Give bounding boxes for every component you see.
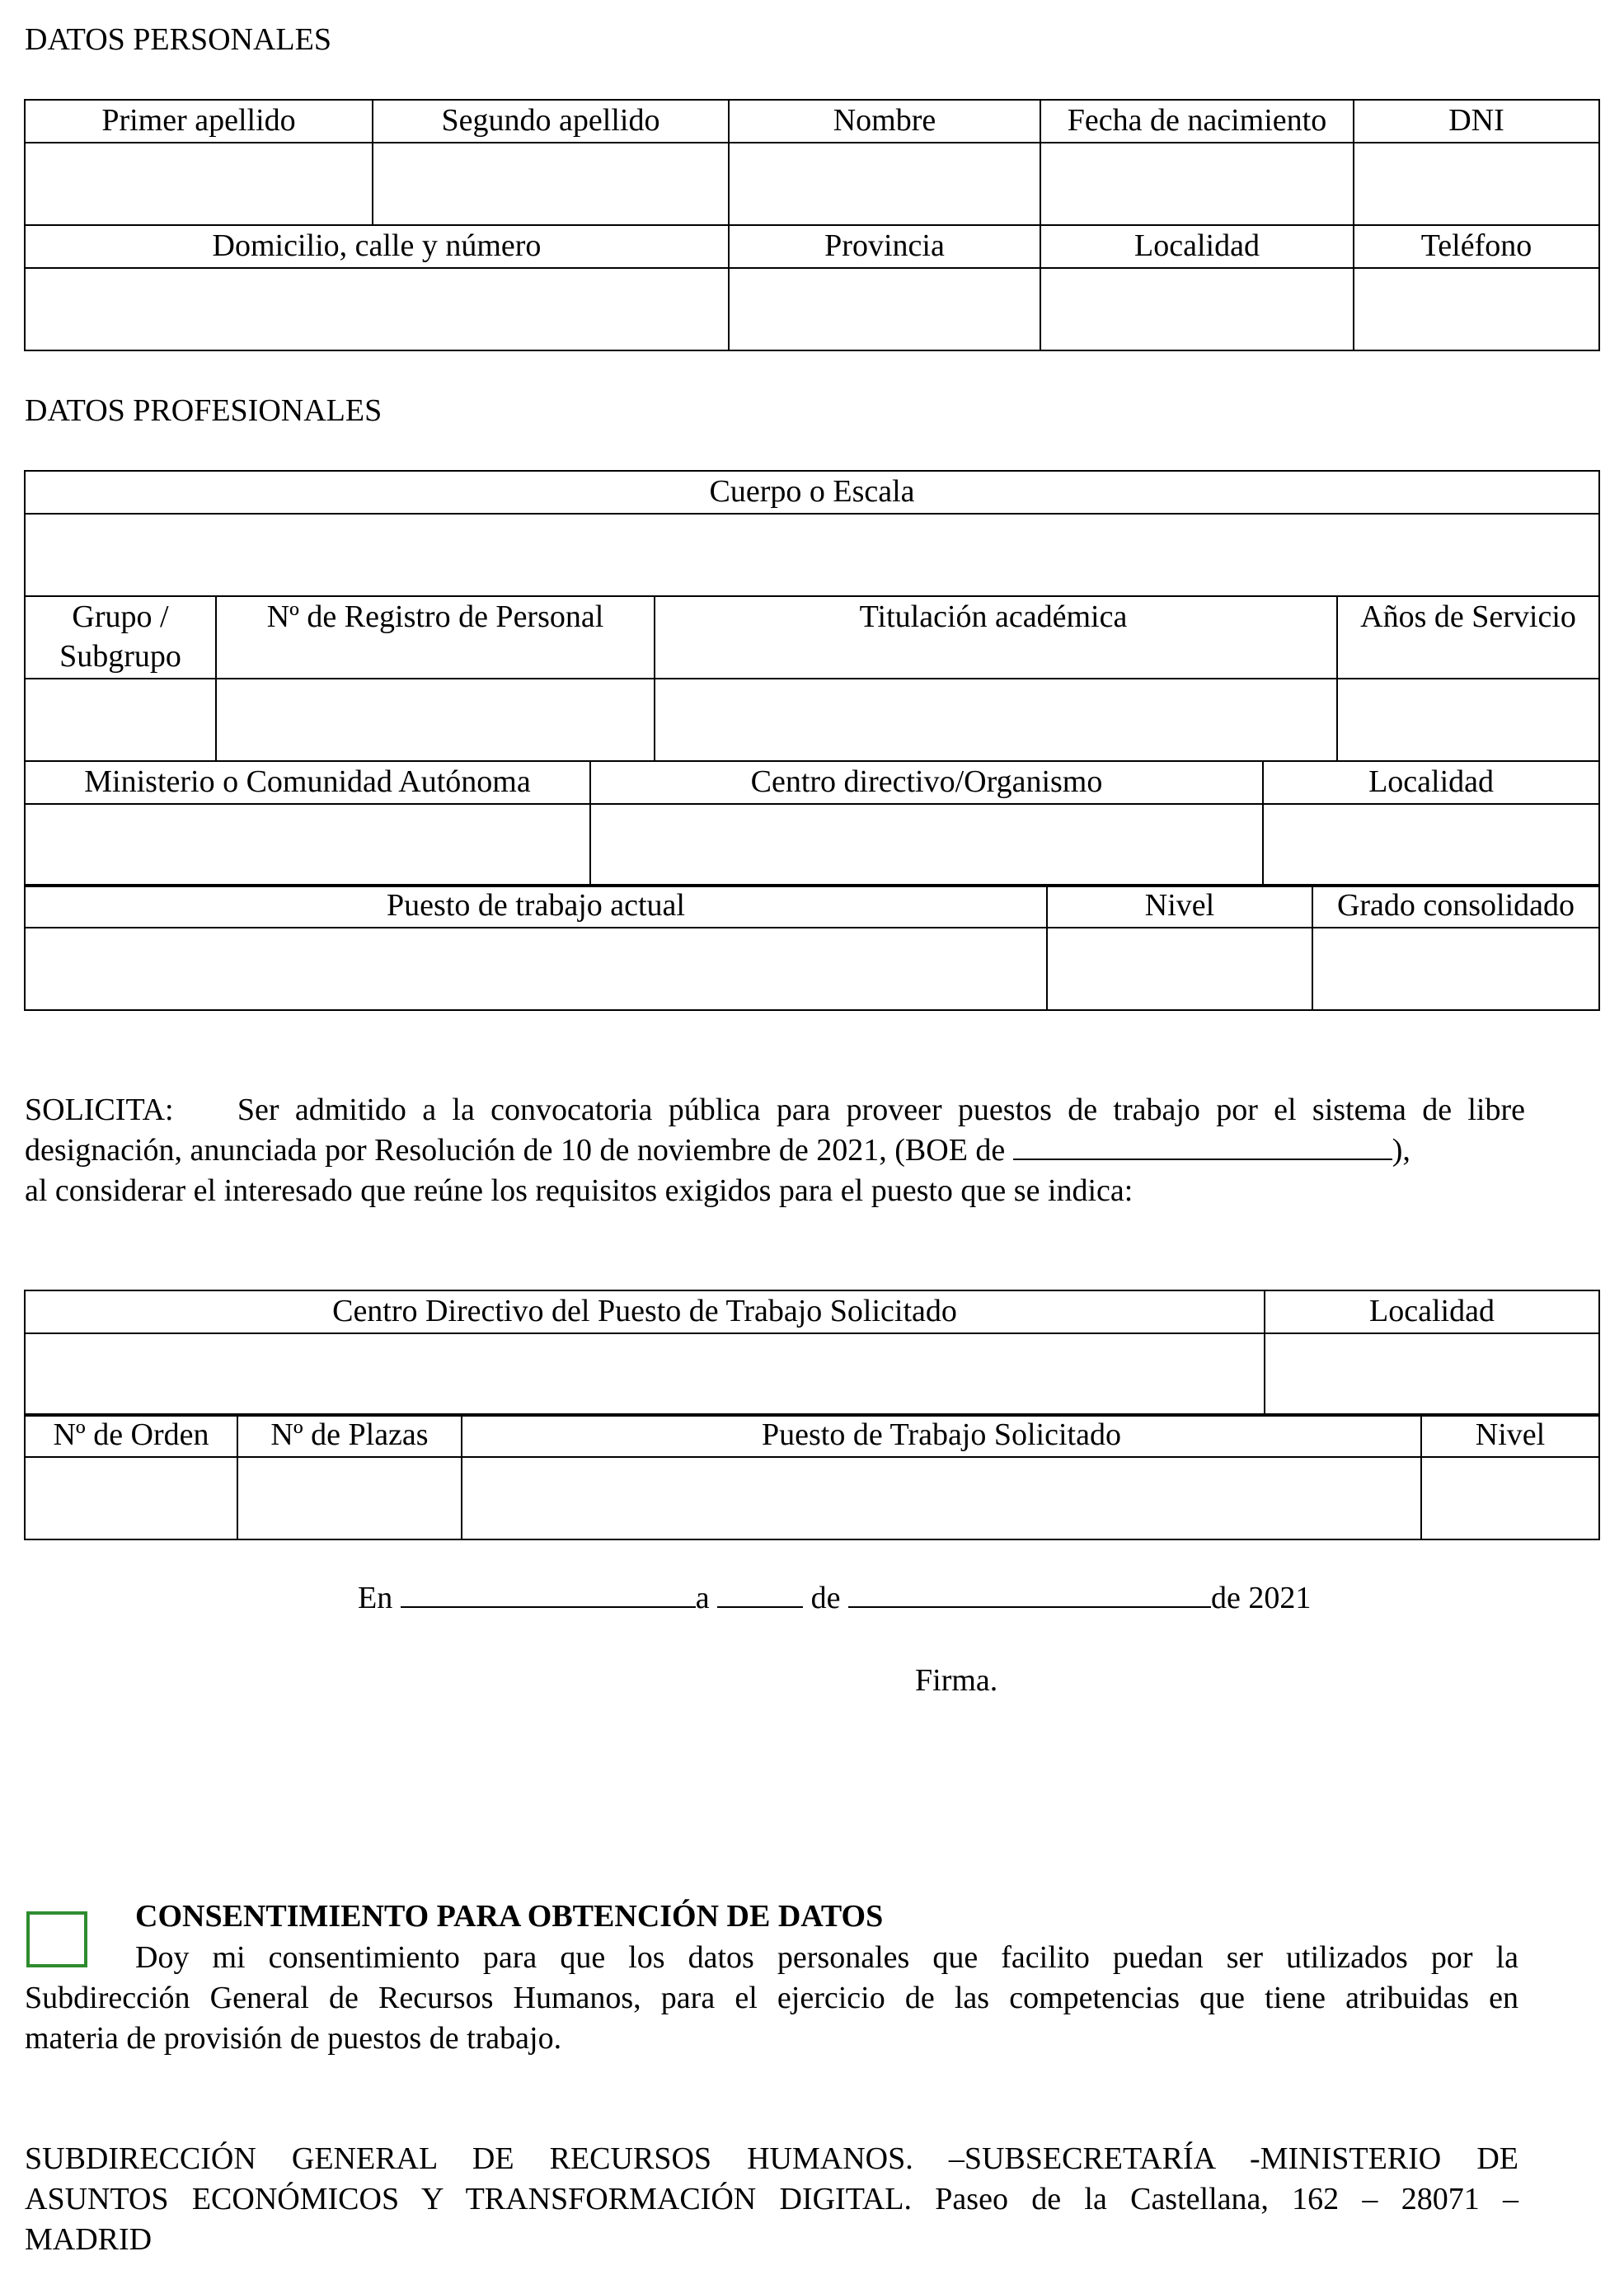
requested-post-table <box>24 1290 1600 1417</box>
day-blank[interactable] <box>717 1582 803 1608</box>
solicita-text-1: Ser admitido a la convocatoria pública para proveer puestos de trabajo por el sistema de libre <box>237 1093 1526 1127</box>
label-localidad: Localidad <box>1040 225 1354 268</box>
label-anos-servicio: Años de Servicio <box>1337 596 1599 679</box>
field-numero-plazas[interactable] <box>237 1457 462 1539</box>
field-puesto-solicitado[interactable] <box>462 1457 1421 1539</box>
professional-heading: DATOS PROFESIONALES <box>25 393 383 428</box>
sig-year: de 2021 <box>1210 1581 1312 1615</box>
label-segundo-apellido: Segundo apellido <box>373 100 729 143</box>
sig-a: a <box>695 1581 710 1615</box>
field-anos-servicio[interactable] <box>1337 679 1599 761</box>
consent-line-2: Subdirección General de Recursos Humanos, para el ejercicio de las competencias que tiene atribuidas en <box>25 1981 1518 2015</box>
label-telefono: Teléfono <box>1354 225 1599 268</box>
solicita-paragraph <box>25 1090 1525 1211</box>
field-nivel-actual[interactable] <box>1047 928 1312 1010</box>
footer-line-3: MADRID <box>25 2222 153 2257</box>
field-numero-orden[interactable] <box>25 1457 237 1539</box>
field-cuerpo-escala[interactable] <box>25 514 1599 596</box>
field-grupo-subgrupo[interactable] <box>25 679 216 761</box>
professional-puesto-table <box>24 884 1600 1011</box>
place-blank[interactable] <box>401 1582 696 1608</box>
label-numero-plazas: Nº de Plazas <box>237 1414 462 1457</box>
consent-line-3: materia de provisión de puestos de trabajo. <box>25 2021 562 2056</box>
footer-line-2: ASUNTOS ECONÓMICOS Y TRANSFORMACIÓN DIGITAL. Paseo de la Castellana, 162 – 28071 – <box>25 2182 1518 2216</box>
requested-post-detail-table <box>24 1413 1600 1540</box>
sig-de: de <box>810 1581 841 1615</box>
label-titulacion: Titulación académica <box>655 596 1337 679</box>
label-grupo-subgrupo: Grupo / Subgrupo <box>25 596 216 679</box>
label-localidad-solicitada: Localidad <box>1265 1290 1599 1333</box>
label-provincia: Provincia <box>729 225 1040 268</box>
field-nivel-solicitado[interactable] <box>1421 1457 1599 1539</box>
label-nombre: Nombre <box>729 100 1040 143</box>
field-provincia[interactable] <box>729 268 1040 350</box>
field-fecha-nacimiento[interactable] <box>1040 143 1354 225</box>
solicita-line-1 <box>25 1090 1525 1130</box>
month-blank[interactable] <box>848 1582 1211 1608</box>
field-registro-personal[interactable] <box>216 679 655 761</box>
label-nivel-actual: Nivel <box>1047 885 1312 928</box>
label-puesto-solicitado: Puesto de Trabajo Solicitado <box>462 1414 1421 1457</box>
label-cuerpo-escala: Cuerpo o Escala <box>25 471 1599 514</box>
field-nombre[interactable] <box>729 143 1040 225</box>
footer-line-1: SUBDIRECCIÓN GENERAL DE RECURSOS HUMANOS. –SUBSECRETARÍA -MINISTERIO DE <box>25 2141 1518 2176</box>
boe-date-blank[interactable] <box>1013 1134 1392 1160</box>
label-centro-solicitado: Centro Directivo del Puesto de Trabajo Solicitado <box>25 1290 1265 1333</box>
field-segundo-apellido[interactable] <box>373 143 729 225</box>
label-centro-directivo: Centro directivo/Organismo <box>590 761 1263 804</box>
consent-paragraph <box>25 1938 1518 2059</box>
field-ministerio[interactable] <box>25 804 590 886</box>
field-telefono[interactable] <box>1354 268 1599 350</box>
label-numero-orden: Nº de Orden <box>25 1414 237 1457</box>
label-registro-personal: Nº de Registro de Personal <box>216 596 655 679</box>
label-localidad-prof: Localidad <box>1263 761 1599 804</box>
label-grado-consolidado: Grado consolidado <box>1312 885 1599 928</box>
label-puesto-actual: Puesto de trabajo actual <box>25 885 1047 928</box>
solicita-line-3: al considerar el interesado que reúne los requisitos exigidos para el puesto que se indica: <box>25 1173 1134 1208</box>
solicita-text-2-end: ), <box>1392 1133 1410 1168</box>
footer-address <box>25 2139 1518 2260</box>
field-grado-consolidado[interactable] <box>1312 928 1599 1010</box>
field-localidad-solicitada[interactable] <box>1265 1333 1599 1416</box>
field-centro-solicitado[interactable] <box>25 1333 1265 1416</box>
field-dni[interactable] <box>1354 143 1599 225</box>
signature-date-line <box>358 1578 1311 1618</box>
field-puesto-actual[interactable] <box>25 928 1047 1010</box>
personal-heading: DATOS PERSONALES <box>25 22 331 57</box>
consent-title: CONSENTIMIENTO PARA OBTENCIÓN DE DATOS <box>135 1899 884 1934</box>
field-primer-apellido[interactable] <box>25 143 373 225</box>
field-domicilio[interactable] <box>25 268 729 350</box>
label-dni: DNI <box>1354 100 1599 143</box>
label-nivel-solicitado: Nivel <box>1421 1414 1599 1457</box>
field-localidad-prof[interactable] <box>1263 804 1599 886</box>
label-fecha-nacimiento: Fecha de nacimiento <box>1040 100 1354 143</box>
field-centro-directivo[interactable] <box>590 804 1263 886</box>
professional-data-table <box>24 470 1600 887</box>
label-domicilio: Domicilio, calle y número <box>25 225 729 268</box>
label-ministerio: Ministerio o Comunidad Autónoma <box>25 761 590 804</box>
consent-line-1: Doy mi consentimiento para que los datos personales que facilito puedan ser utilizados por la <box>135 1940 1518 1975</box>
firma-label: Firma. <box>915 1663 998 1698</box>
solicita-label: SOLICITA: <box>25 1093 174 1127</box>
sig-en: En <box>358 1581 393 1615</box>
field-titulacion[interactable] <box>655 679 1337 761</box>
solicita-line-2 <box>25 1130 1525 1171</box>
field-localidad[interactable] <box>1040 268 1354 350</box>
solicita-text-2: designación, anunciada por Resolución de 10 de noviembre de 2021, (BOE de <box>25 1133 1006 1168</box>
label-primer-apellido: Primer apellido <box>25 100 373 143</box>
personal-data-table <box>24 99 1600 351</box>
